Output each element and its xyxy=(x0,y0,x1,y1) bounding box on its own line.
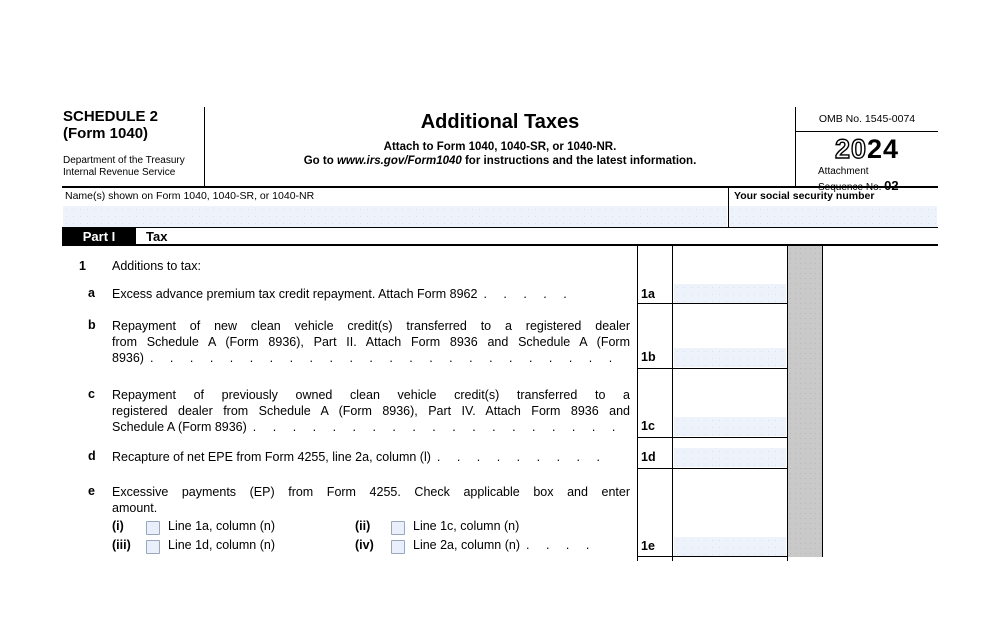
tax-year-solid: 24 xyxy=(867,134,900,164)
dot-leader: . . . . . xyxy=(483,287,567,301)
dot-leader: . . . . . . . . . . . . . . . . . . . . . . . . xyxy=(149,351,613,365)
name-field[interactable] xyxy=(63,206,727,227)
line-c-letter: c xyxy=(88,387,95,401)
dot-leader: . . . . . . . . . . . . . . . . . . . xyxy=(252,420,616,434)
divider xyxy=(637,468,788,469)
line1-text: Additions to tax: xyxy=(112,259,201,273)
checkbox-line-1d-column-n[interactable] xyxy=(146,540,160,554)
line-e-text: Excessive payments (EP) from Form 4255. Check applicable box and enter amount. xyxy=(112,485,630,515)
checkbox-line-1c-column-n[interactable] xyxy=(391,521,405,535)
option-i-label: Line 1a, column (n) xyxy=(168,519,276,533)
ssn-label: Your social security number xyxy=(734,190,875,202)
divider xyxy=(672,246,673,561)
schedule-number: SCHEDULE 2 xyxy=(63,108,159,125)
checkbox-line-1a-column-n[interactable] xyxy=(146,521,160,535)
divider xyxy=(62,186,938,188)
option-ii-roman: (ii) xyxy=(355,519,371,533)
tax-year-outline: 20 xyxy=(834,134,867,164)
line-1c-amount-field[interactable] xyxy=(674,417,786,436)
form-title-block xyxy=(205,111,795,169)
line-1d-amount-field[interactable] xyxy=(674,448,786,467)
option-iii-label: Line 1d, column (n) xyxy=(168,538,276,552)
line-c-text: Repayment of previously owned clean vehicle credit(s) transferred to a registered dealer from Schedule A (Form 8936), Part IV. Attach Form 8936 and Schedule A (Form 8936) . . . . . . . . . . . . . . . . . . . xyxy=(112,388,630,434)
parent-form: (Form 1040) xyxy=(63,125,149,143)
part1-title: Tax xyxy=(146,229,168,244)
line-d-letter: d xyxy=(88,449,96,463)
line-1d-ref: 1d xyxy=(641,450,656,464)
line-1c-ref: 1c xyxy=(641,419,655,433)
form-title: Additional Taxes xyxy=(420,111,580,133)
goto-prefix: Go to xyxy=(303,155,337,168)
line-a-letter: a xyxy=(88,286,95,300)
option-i-roman: (i) xyxy=(112,519,124,533)
line-a-text: Excess advance premium tax credit repayment. Attach Form 8962 . . . . . xyxy=(112,287,567,301)
dot-leader: . . . . . . . . . xyxy=(436,450,600,464)
line-b-letter: b xyxy=(88,318,96,332)
line-1b-ref: 1b xyxy=(641,350,656,364)
agency-line: Internal Revenue Service xyxy=(63,166,176,178)
attach-instruction: Attach to Form 1040, 1040-SR, or 1040-NR. xyxy=(383,141,617,153)
omb-block xyxy=(796,107,938,194)
goto-instruction xyxy=(205,154,795,168)
shaded-column xyxy=(788,246,822,557)
divider xyxy=(637,437,788,438)
option-iv-roman: (iv) xyxy=(355,538,374,552)
tax-year xyxy=(796,136,938,163)
line-1b-amount-field[interactable] xyxy=(674,348,786,367)
attachment-label: Attachment xyxy=(818,166,869,177)
divider xyxy=(637,303,788,304)
name-label: Name(s) shown on Form 1040, 1040-SR, or 1040-NR xyxy=(65,190,315,202)
line-1e-amount-field[interactable] xyxy=(674,537,786,556)
omb-number: OMB No. 1545-0074 xyxy=(796,107,938,132)
line-d-text: Recapture of net EPE from Form 4255, line 2a, column (l) . . . . . . . . . xyxy=(112,450,600,464)
line-b-text: Repayment of new clean vehicle credit(s) transferred to a registered dealer from Schedule A (Form 8936), Part II. Attach Form 8936 and Schedule A (Form 8936) . . . . . . . . . . . . . . . . . . . . . . . . xyxy=(112,319,630,365)
part1-badge: Part I xyxy=(62,228,136,245)
divider xyxy=(62,227,938,228)
ssn-field[interactable] xyxy=(729,206,937,227)
divider xyxy=(822,246,823,557)
line-1e-ref: 1e xyxy=(641,539,655,553)
department-line: Department of the Treasury xyxy=(63,154,185,166)
line-1a-amount-field[interactable] xyxy=(674,284,786,303)
form-id-block xyxy=(63,108,203,179)
goto-suffix: for instructions and the latest information. xyxy=(461,155,697,168)
divider xyxy=(637,246,638,561)
line-1a-ref: 1a xyxy=(641,287,655,301)
option-ii-label: Line 1c, column (n) xyxy=(413,519,520,533)
line-e-letter: e xyxy=(88,484,95,498)
checkbox-line-2a-column-n[interactable] xyxy=(391,540,405,554)
divider xyxy=(637,368,788,369)
line1-number: 1 xyxy=(79,259,86,273)
option-iv-label: Line 2a, column (n) . . . . xyxy=(413,538,590,552)
irs-url: www.irs.gov/Form1040 xyxy=(336,155,462,168)
dot-leader: . . . . xyxy=(526,538,590,552)
option-iii-roman: (iii) xyxy=(112,538,131,552)
divider xyxy=(637,556,788,557)
